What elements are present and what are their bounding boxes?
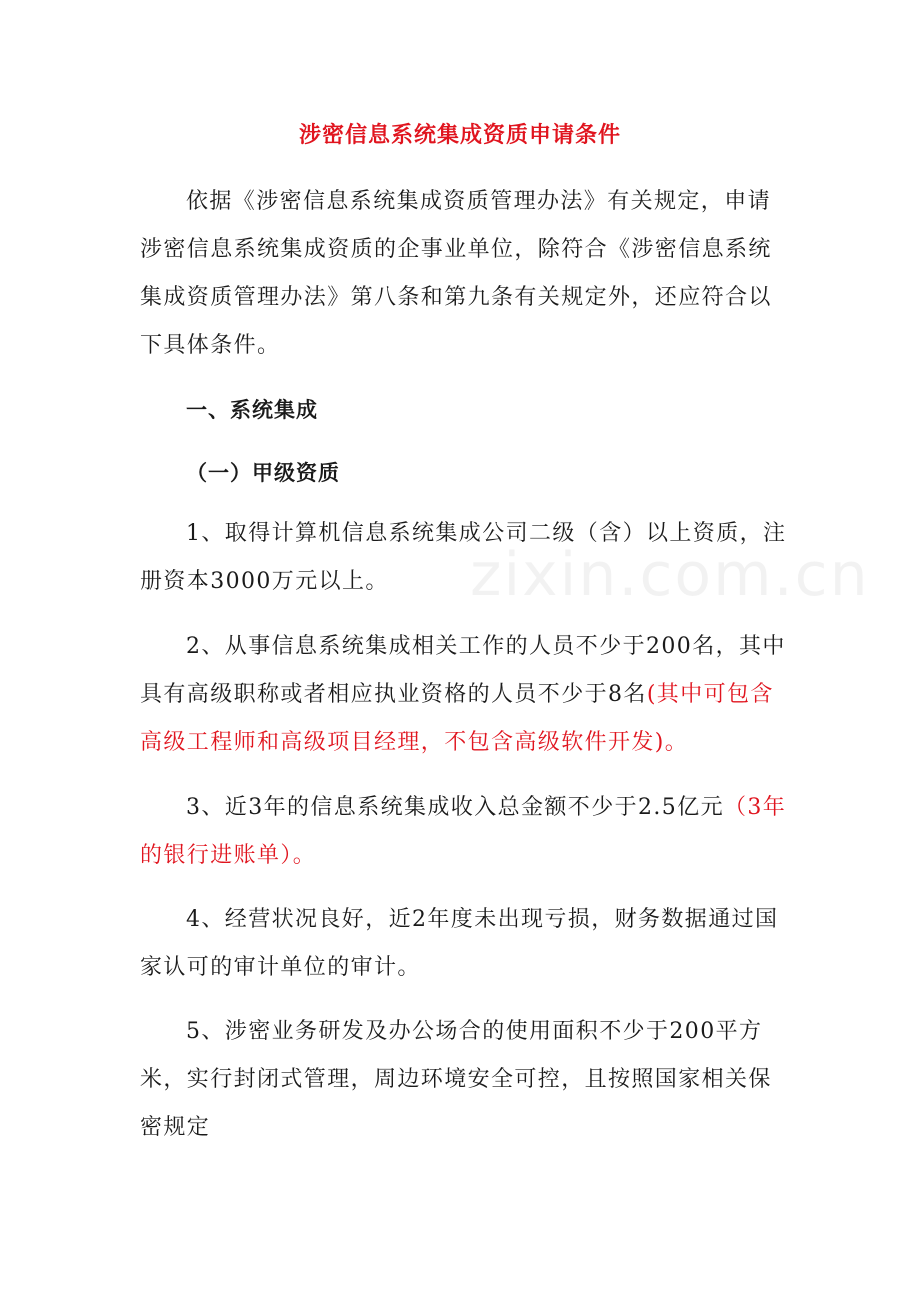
- list-item: [140, 896, 790, 992]
- intro-text: 依据《涉密信息系统集成资质管理办法》有关规定，申请涉密信息系统集成资质的企事业单位，除符合《涉密信息系统集成资质管理办法》第八条和第九条有关规定外，还应符合以下具体条件。: [140, 189, 772, 358]
- section-heading: 一、系统集成: [186, 398, 318, 422]
- item-5-text: 5、涉密业务研发及办公场合的使用面积不少于200平方米，实行封闭式管理，周边环境安全可控，且按照国家相关保密规定: [140, 1019, 772, 1140]
- watermark: zixin.com.cn: [470, 540, 870, 610]
- list-item: [140, 1008, 790, 1152]
- subsection-heading: （一）甲级资质: [186, 461, 340, 485]
- list-item: [140, 623, 790, 767]
- item-2-note: (其中可包含高级工程师和高级项目经理，不包含高级软件开发)。: [140, 682, 774, 755]
- document-title: 涉密信息系统集成资质申请条件: [298, 123, 621, 148]
- item-2-text: 2、从事信息系统集成相关工作的人员不少于200名，其中具有高级职称或者相应执业资格的人员不少于8名: [140, 634, 786, 707]
- item-1-text: 1、取得计算机信息系统集成公司二级（含）以上资质，注册资本3000万元以上。: [140, 521, 787, 594]
- intro-paragraph: [140, 178, 790, 370]
- item-4-text: 4、经营状况良好，近2年度未出现亏损，财务数据通过国家认可的审计单位的审计。: [140, 907, 779, 980]
- list-item: [140, 510, 790, 606]
- item-3-note: （3年的银行进账单）。: [140, 795, 787, 868]
- list-item: [140, 784, 790, 880]
- item-3-text: 3、近3年的信息系统集成收入总金额不少于2.5亿元: [186, 795, 724, 820]
